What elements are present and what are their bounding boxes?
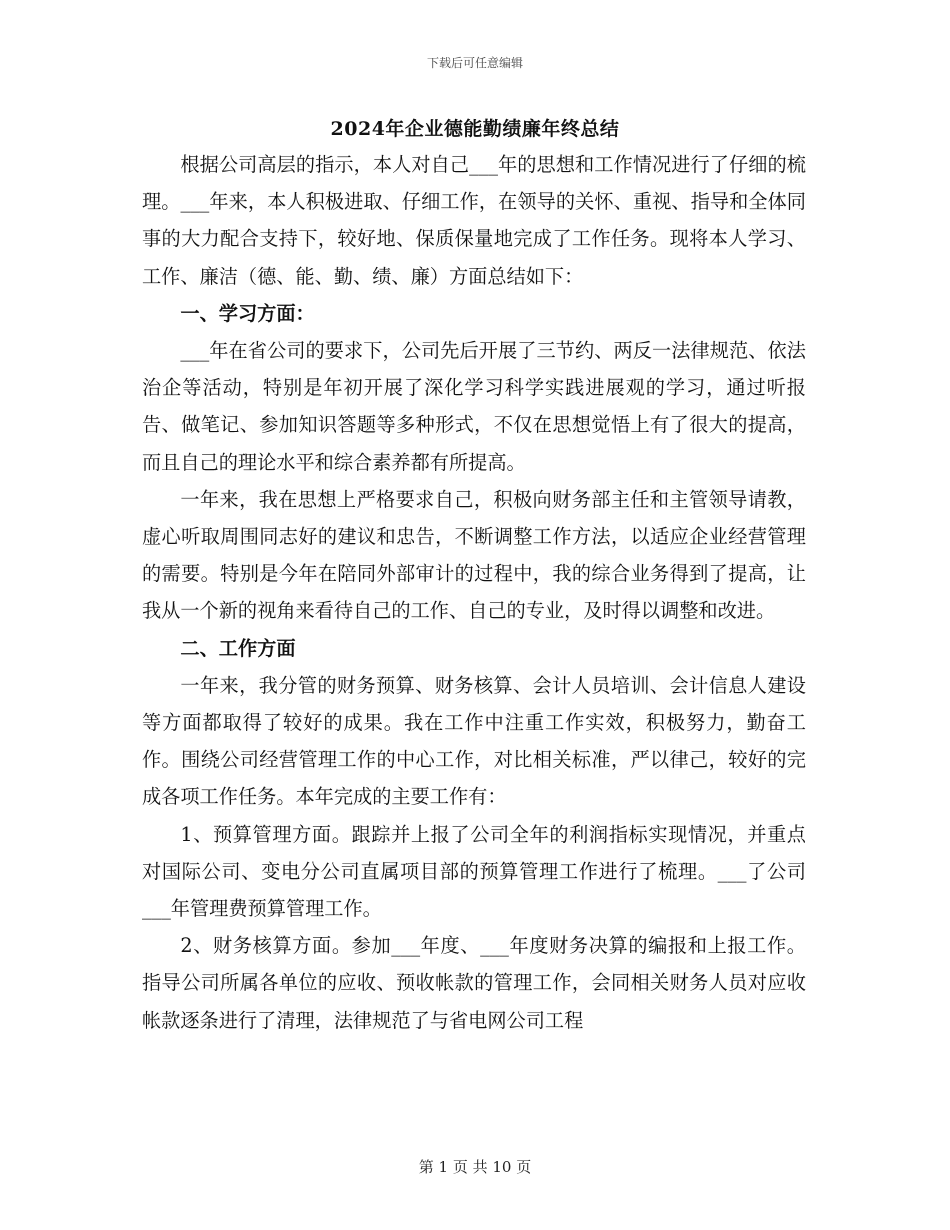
header-note: 下载后可任意编辑 [426,56,523,70]
paragraph-work-1: 一年来，我分管的财务预算、财务核算、会计人员培训、会计信息人建设等方面都取得了较好的成果。我在工作中注重工作实效，积极努力，勤奋工作。围绕公司经营管理工作的中心工作，对比相关标准，严以律己，较好的完成各项工作任务。本年完成的主要工作有： [142,673,806,809]
paragraph-study-1: ___年在省公司的要求下，公司先后开展了三节约、两反一法律规范、依法治企等活动，特别是年初开展了深化学习科学实践进展观的学习，通过听报告、做笔记、参加知识答题等多种形式，不仅在思想觉悟上有了很大的提高，而且自己的理论水平和综合素养都有所提高。 [142,339,806,474]
page-number: 第 1 页 共 10 页 [418,1158,532,1176]
paragraph-work-budget: 1、预算管理方面。跟踪并上报了公司全年的利润指标实现情况，并重点对国际公司、变电分公司直属项目部的预算管理工作进行了梳理。___了公司___年管理费预算管理工作。 [142,822,806,921]
section-heading-work: 二、工作方面 [180,636,296,660]
paragraph-intro: 根据公司高层的指示，本人对自己___年的思想和工作情况进行了仔细的梳理。___年来，本人积极进取、仔细工作，在领导的关怀、重视、指导和全体同事的大力配合支持下，较好地、保质保量地完成了工作任务。现将本人学习、工作、廉洁（德、能、勤、绩、廉）方面总结如下： [142,153,806,288]
document-body [142,146,806,1039]
paragraph-work-accounting: 2、财务核算方面。参加___年度、___年度财务决算的编报和上报工作。指导公司所属各单位的应收、预收帐款的管理工作，会同相关财务人员对应收帐款逐条进行了清理，法律规范了与省电网公司工程 [142,934,806,1032]
paragraph-study-2: 一年来，我在思想上严格要求自己，积极向财务部主任和主管领导请教，虚心听取周围同志好的建议和忠告，不断调整工作方法，以适应企业经营管理的需要。特别是今年在陪同外部审计的过程中，我的综合业务得到了提高，让我从一个新的视角来看待自己的工作、自己的专业，及时得以调整和改进。 [142,487,806,623]
document-title: 2024年企业德能勤绩廉年终总结 [330,118,620,140]
section-heading-study: 一、学习方面： [180,301,315,325]
